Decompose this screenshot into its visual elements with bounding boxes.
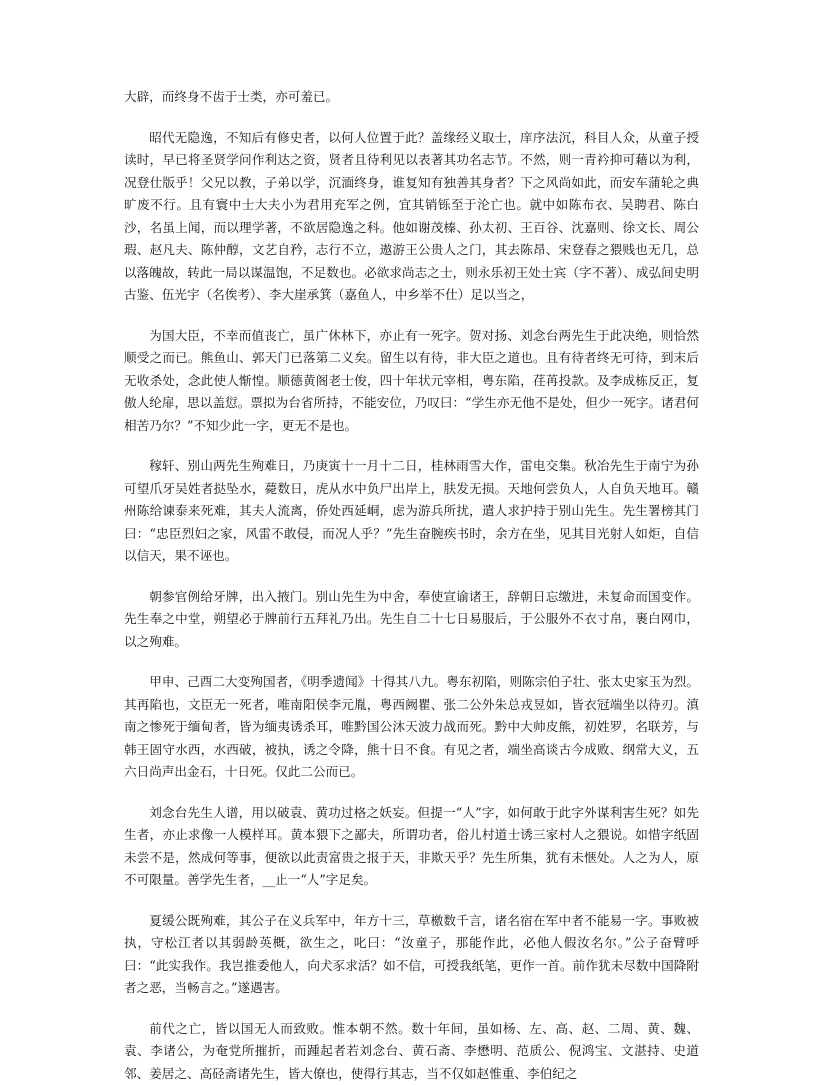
paragraph-7: 刘念台先生人谱，用以破袁、黄功过格之妖妄。但提一“人”字，如何敢于此字外谋利害生死？如先生者，亦止求像一人模样耳。黄本猥下之鄙夫，所谓功者，俗儿村道士诱三家村人之猥说。如惜字纸固未尝不是，然成何等事，便欲以此责富贵之报于天，非欺天乎？先生所集，犹有未惬处。人之为人，原不可限量。善学先生者，__止一“人”字足矣。: [124, 802, 699, 892]
paragraph-5: 朝参官例给牙牌，出入掖门。别山先生为中舍，奉使宣谕诸王，辞朝日忘缴进，未复命而国变作。先生奉之中堂，朔望必于牌前行五拜礼乃出。先生自二十七日易服后，于公服外不衣寸帛，裹白网巾，以之殉难。: [124, 586, 699, 654]
document-page: [124, 86, 699, 1085]
paragraph-1: 大辟，而终身不齿于士类，亦可羞已。: [124, 86, 699, 109]
paragraph-8: 夏缓公既殉难，其公子在义兵军中，年方十三，草檄数千言，诸名宿在军中者不能易一字。事败被执，守松江者以其弱龄英概，欲生之，叱曰：“汝童子，那能作此，必他人假汝名尔。”公子奋臂呼曰：“此实我作。我岂推委他人，向犬豕求活？如不信，可授我纸笔，更作一首。前作犹未尽数中国降附者之恶，当畅言之。”遂遇害。: [124, 910, 699, 1000]
paragraph-6: 甲申、己酉二大变殉国者，《明季遗闻》十得其八九。粤东初陷，则陈宗伯子壮、张太史家玉为烈。其再陷也，文臣无一死者，唯南阳侯李元胤，粤西阙瞿、张二公外朱总戎昱如，皆衣冠端坐以待刃。滇南之惨死于缅甸者，皆为缅夷诱杀耳，唯黔国公沐天波力战而死。黔中大帅皮熊，初姓罗，名联芳，与韩王固守水西，水西破，被执，诱之令降，熊十日不食。有见之者，端坐高谈古今成败、纲常大义，五六日尚声出金石，十日死。仅此二公而已。: [124, 671, 699, 784]
paragraph-9: 前代之亡，皆以国无人而致败。惟本朝不然。数十年间，虽如杨、左、高、赵、二周、黄、魏、袁、李诸公，为奄党所摧折，而踵起者若刘念台、黄石斋、李懋明、范质公、倪鸿宝、文湛持、史道邻、姜居之、高硁斋诸先生，皆大僚也，使得行其志，当不仅如赵惟重、李伯纪之: [124, 1018, 699, 1085]
paragraph-2: 昭代无隐逸，不知后有修史者，以何人位置于此？盖缘经义取士，庠序法沉，科目人众，从童子授读时，早已将圣贤学问作利达之资，贤者且待利见以表著其功名志节。不然，则一青衿抑可藉以为利，况登仕版乎！父兄以教，子弟以学，沉湎终身，谁复知有独善其身者？下之风尚如此，而安车蒲轮之典旷废不行。且有寰中士大夫小为君用充军之例，宜其销铄至于沦亡也。就中如陈布衣、吴聘君、陈白沙，名虽上闻，而以理学著，不欲居隐逸之科。他如谢茂榛、孙太初、王百谷、沈嘉则、徐文长、周公瑕、赵凡夫、陈仲醇，文艺自矜，志行不立，遨游王公贵人之门，其去陈昂、宋登春之猥贱也无几，总以落魄故，转此一局以谋温饱，不足数也。必欲求尚志之士，则永乐初王处士宾（字不著）、成弘间史明古鉴、伍光宇（名俟考）、李大崖承箕（嘉鱼人，中乡举不仕）足以当之，: [124, 127, 699, 307]
paragraph-3: 为国大臣，不幸而值丧亡，虽广休林下，亦止有一死字。贺对扬、刘念台两先生于此决绝，则恰然顺受之而已。熊鱼山、郭天门已落第二义矣。留生以有待，非大臣之道也。且有待者终无可待，到末后无收杀处，念此使人惭惶。顺德黄阁老士俊，四十年状元宰相，粤东陷，荏苒投款。及李成栋反正，复傲人纶扉，思以盖愆。票拟为台省所持，不能安位，乃叹曰：“学生亦无他不是处，但少一死字。诸君何相苦乃尔？”不知少此一字，更无不是也。: [124, 325, 699, 438]
paragraph-4: 稼轩、别山两先生殉难日，乃庚寅十一月十二日，桂林雨雪大作，雷电交集。秋冶先生于南宁为孙可望爪牙吴姓者挞坠水，薨数日，虎从水中负尸出岸上，肤发无损。天地何尝负人，人自负天地耳。赣州陈给谏泰来死难，其夫人流离，侨处西延峒，虑为游兵所扰，遣人求护持于别山先生。先生署榜其门曰：“忠臣烈妇之家，风雷不敢侵，而况人乎？”先生奋腕疾书时，余方在坐，见其目光射人如炬，自信以信天，果不诬也。: [124, 455, 699, 568]
